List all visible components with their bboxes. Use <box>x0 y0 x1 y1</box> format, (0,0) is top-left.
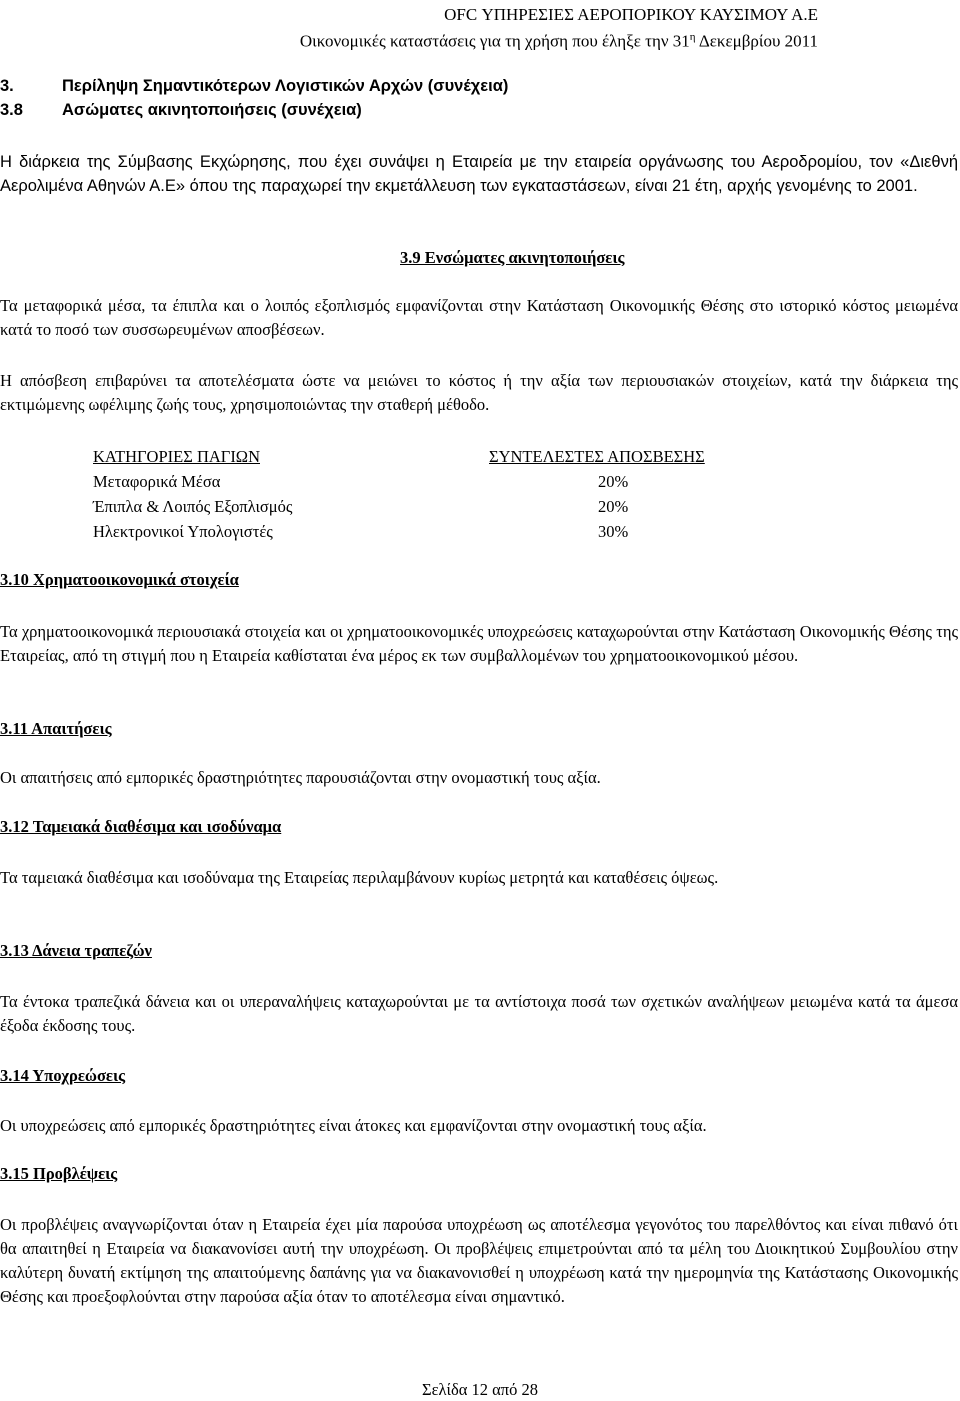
subsection-title-text: Ασώματες ακινητοποιήσεις (συνέχεια) <box>62 101 362 119</box>
page-header <box>300 4 818 53</box>
heading-3-12: 3.12 Ταμειακά διαθέσιμα και ισοδύναμα <box>0 817 282 836</box>
depreciation-rates-table <box>93 444 793 544</box>
table-cell-rate: 20% <box>598 472 629 491</box>
heading-3-11: 3.11 Απαιτήσεις <box>0 719 112 738</box>
header-company: OFC ΥΠΗΡΕΣΙΕΣ ΑΕΡΟΠΟΡΙΚΟΥ ΚΑΥΣΙΜΟΥ Α.Ε <box>444 5 818 24</box>
section-title <box>0 74 958 98</box>
table-row <box>93 519 793 544</box>
heading-3-9: 3.9 Ενσώματες ακινητοποιήσεις <box>400 248 625 267</box>
header-subtitle <box>300 26 818 53</box>
table-cell-category: Ηλεκτρονικοί Υπολογιστές <box>93 522 273 541</box>
table-header-categories: ΚΑΤΗΓΟΡΙΕΣ ΠΑΓΙΩΝ <box>93 447 260 466</box>
section-title-text: Περίληψη Σημαντικότερων Λογιστικών Αρχών (συνέχεια) <box>62 77 509 95</box>
table-row <box>93 469 793 494</box>
paragraph-3-9-a: Τα μεταφορικά μέσα, τα έπιπλα και ο λοιπός εξοπλισμός εμφανίζονται στην Κατάσταση Οικονομικής Θέσης στο ιστορικό κόστος μειωμένα κατά το ποσό των συσσωρευμένων αποσβέσεων. <box>0 296 958 339</box>
heading-3-13: 3.13 Δάνεια τραπεζών <box>0 941 152 960</box>
heading-3-14: 3.14 Υποχρεώσεις <box>0 1066 126 1085</box>
header-subtitle-prefix: Οικονομικές καταστάσεις για τη χρήση που έληξε την 31 <box>299 31 690 51</box>
table-row <box>93 494 793 519</box>
paragraph-3-15: Οι προβλέψεις αναγνωρίζονται όταν η Εταιρεία έχει μία παρούσα υποχρέωση ως αποτέλεσμα γεγονότος του παρελθόντος και είναι πιθανό ότι θα απαιτηθεί η Εταιρεία να διακανονίσει αυτή την υποχρέωση. Οι προβλέψεις επιμετρούνται από τα μέλη του Διοικητικού Συμβουλίου στην καλύτερη δυνατή εκτίμηση της απαιτούμενης δαπάνης για να διακανονισθεί η υποχρέωση κατά την ημερομηνία της Κατάστασης Οικονομικής Θέσης και προεξοφλούνται στην παρούσα αξία όταν το αποτέλεσμα είναι σημαντικό. <box>0 1215 958 1306</box>
paragraph-3-14: Οι υποχρεώσεις από εμπορικές δραστηριότητες είναι άτοκες και εμφανίζονται στην ονομαστική τους αξία. <box>0 1116 707 1135</box>
paragraph-3-11: Οι απαιτήσεις από εμπορικές δραστηριότητες παρουσιάζονται στην ονομαστική τους αξία. <box>0 768 601 787</box>
table-header-rates: ΣΥΝΤΕΛΕΣΤΕΣ ΑΠΟΣΒΕΣΗΣ <box>489 447 705 466</box>
paragraph-concession-duration: Η διάρκεια της Σύμβασης Εκχώρησης, που έχει συνάψει η Εταιρεία με την εταιρεία οργάνωσης του Αεροδρομίου, τον «Διεθνή Αερολιμένα Αθηνών Α.Ε» όπου της παραχωρεί την εκμετάλλευση των εγκαταστάσεων, είναι 21 έτη, αρχής γενομένης το 2001. <box>0 153 958 195</box>
header-subtitle-suffix: Δεκεμβρίου 2011 <box>695 31 818 51</box>
paragraph-3-9-b: Η απόσβεση επιβαρύνει τα αποτελέσματα ώστε να μειώνει το κόστος ή την αξία των περιουσιακών στοιχείων, κατά την διάρκεια της εκτιμώμενης ωφέλιμης ζωής τους, χρησιμοποιώντας την σταθερή μέθοδο. <box>0 371 958 414</box>
subsection-number: 3.8 <box>0 101 23 119</box>
paragraph-3-12: Τα ταμειακά διαθέσιμα και ισοδύναμα της Εταιρείας περιλαμβάνουν κυρίως μετρητά και καταθέσεις όψεως. <box>0 868 719 887</box>
paragraph-3-10: Τα χρηματοοικονομικά περιουσιακά στοιχεία και οι χρηματοοικονομικές υποχρεώσεις καταχωρούνται στην Κατάσταση Οικονομικής Θέσης της Εταιρείας, από τη στιγμή που η Εταιρεία καθίσταται ένα μέρος εκ των συμβαλλομένων του χρηματοοικονομικού μέσου. <box>0 622 958 665</box>
header-subtitle-sup: η <box>689 31 696 43</box>
table-cell-rate: 20% <box>598 497 629 516</box>
table-cell-category: Έπιπλα & Λοιπός Εξοπλισμός <box>93 497 293 516</box>
paragraph-3-13: Τα έντοκα τραπεζικά δάνεια και οι υπεραναλήψεις καταχωρούνται με τα αντίστοιχα ποσά των σχετικών αναλήψεων μειωμένα κατά τα άμεσα έξοδα έκδοσης τους. <box>0 992 958 1035</box>
section-number: 3. <box>0 77 14 95</box>
table-cell-category: Μεταφορικά Μέσα <box>93 472 221 491</box>
heading-3-10: 3.10 Χρηματοοικονομικά στοιχεία <box>0 570 239 589</box>
table-header-row <box>93 444 793 469</box>
heading-3-15: 3.15 Προβλέψεις <box>0 1164 118 1183</box>
table-cell-rate: 30% <box>598 522 629 541</box>
subsection-title <box>0 98 958 122</box>
page-number: Σελίδα 12 από 28 <box>422 1380 538 1399</box>
